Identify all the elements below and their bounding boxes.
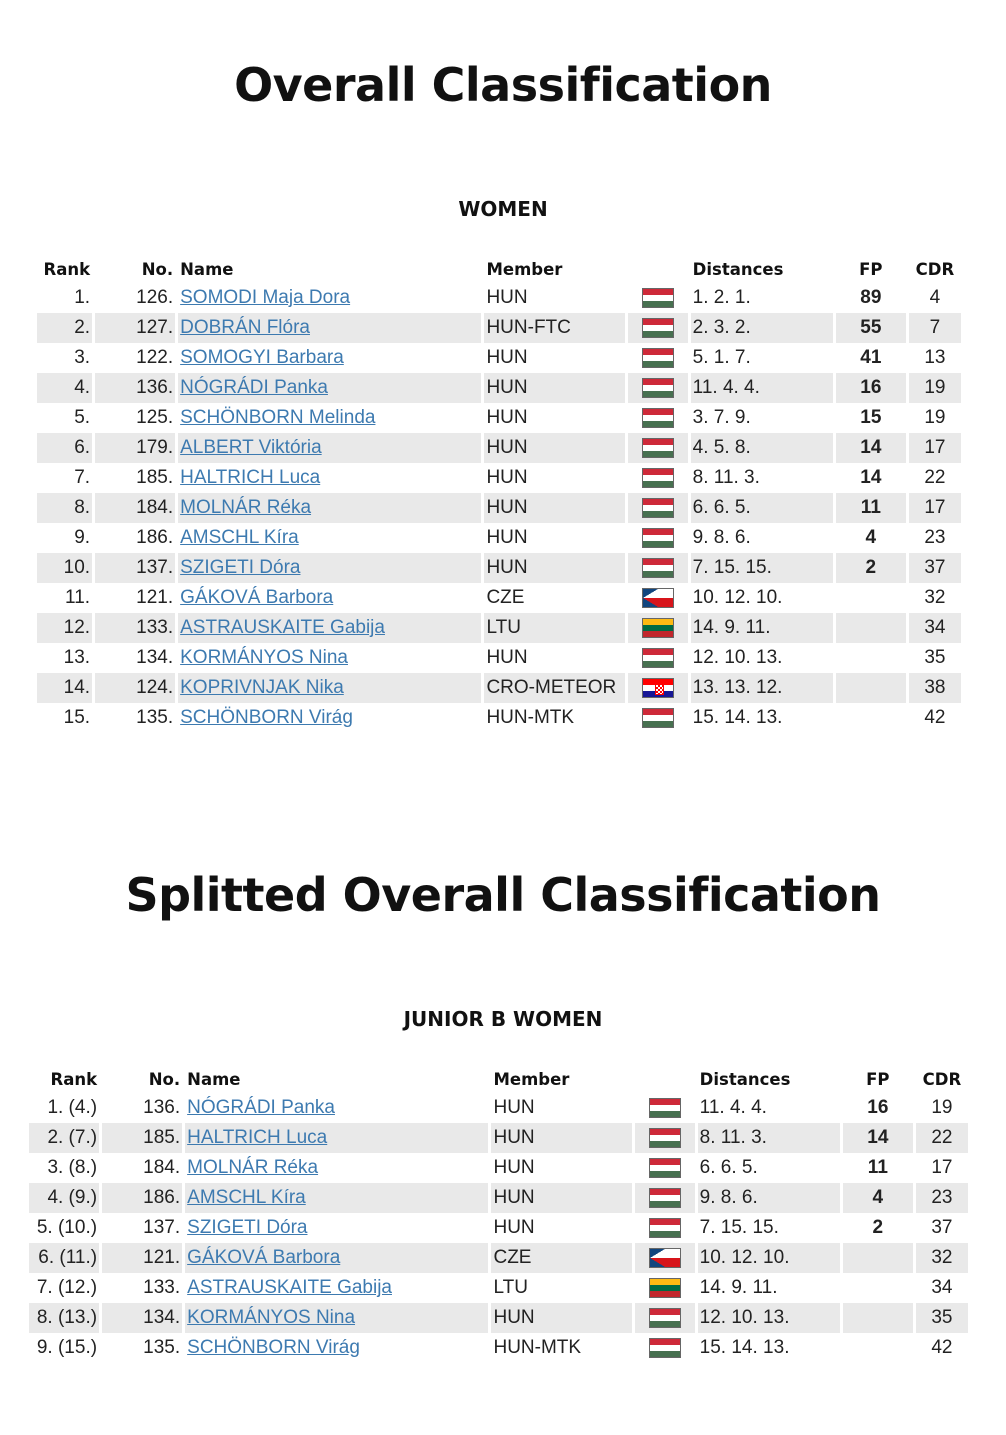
cdr-cell: 22 [916, 1123, 968, 1153]
fp-cell: 14 [843, 1123, 913, 1153]
name-cell [185, 1273, 488, 1303]
rank-cell: 15. [63, 707, 91, 728]
athlete-name-link[interactable]: KORMÁNYOS Nina [187, 1307, 356, 1328]
name-cell [178, 553, 481, 583]
table-row [29, 1183, 968, 1213]
name-cell [178, 523, 481, 553]
rank-cell: 9. [74, 527, 91, 548]
name-cell [178, 343, 481, 373]
flag-cell [635, 1123, 695, 1153]
name-cell [185, 1183, 488, 1213]
rank-cell: 6. (11.) [29, 1243, 99, 1273]
header-distances: Distances [692, 259, 784, 279]
header-rank: Rank [43, 259, 91, 279]
distances-cell: 15. 14. 13. [692, 707, 783, 728]
distances-cell: 8. 11. 3. [698, 1123, 840, 1153]
table-row [37, 673, 961, 703]
hun-flag-icon [642, 288, 674, 308]
hun-flag-icon [649, 1158, 681, 1178]
table-row [29, 1213, 968, 1243]
bib-number-cell: 135. [136, 707, 174, 728]
table-row [37, 433, 961, 463]
table-row [29, 1243, 968, 1273]
table-row [37, 313, 961, 343]
fp-cell [836, 613, 906, 643]
member-cell: HUN [493, 1097, 535, 1118]
bib-number-cell: 133. [143, 1277, 181, 1298]
table-row [29, 1093, 968, 1123]
fp-cell: 89 [860, 287, 882, 308]
rank-cell: 4. (9.) [29, 1183, 99, 1213]
header-name: Name [187, 1069, 241, 1089]
rank-cell: 10. [37, 553, 92, 583]
flag-cell [628, 523, 688, 553]
name-cell [178, 313, 481, 343]
flag-cell [635, 1153, 695, 1183]
rank-cell: 3. [74, 347, 91, 368]
rank-cell: 14. [37, 673, 92, 703]
hun-flag-icon [642, 708, 674, 728]
bib-number-cell: 121. [136, 587, 174, 608]
fp-cell [836, 703, 906, 733]
table-row [37, 703, 961, 733]
bib-number-cell: 135. [143, 1337, 181, 1358]
fp-cell [836, 583, 906, 613]
fp-cell: 14 [860, 467, 882, 488]
splitted-title: Splitted Overall Classification [125, 868, 881, 922]
rank-cell: 1. [74, 287, 91, 308]
name-cell [185, 1243, 488, 1273]
table-row [29, 1153, 968, 1183]
header-cdr: CDR [922, 1069, 962, 1089]
fp-cell: 4 [865, 527, 877, 548]
rank-cell: 5. (10.) [36, 1217, 98, 1238]
member-cell: HUN-FTC [484, 313, 624, 343]
athlete-name-link[interactable]: NÓGRÁDI Panka [180, 377, 328, 398]
name-cell [185, 1093, 488, 1123]
athlete-name-link[interactable]: HALTRICH Luca [180, 467, 321, 488]
athlete-name-link[interactable]: SOMODI Maja Dora [180, 287, 351, 308]
hun-flag-icon [642, 558, 674, 578]
distances-cell: 13. 13. 12. [691, 673, 833, 703]
flag-cell [628, 283, 688, 313]
fp-cell: 16 [836, 373, 906, 403]
hun-flag-icon [642, 648, 674, 668]
hun-flag-icon [642, 318, 674, 338]
member-cell: HUN-MTK [486, 707, 575, 728]
rank-cell: 8. (13.) [29, 1303, 99, 1333]
athlete-name-link[interactable]: DOBRÁN Flóra [180, 317, 310, 338]
fp-cell [836, 673, 906, 703]
cdr-cell: 7 [909, 313, 961, 343]
name-cell [185, 1123, 488, 1153]
hun-flag-icon [642, 408, 674, 428]
flag-cell [628, 613, 688, 643]
overall-table-body [37, 283, 961, 733]
cze-flag-icon [642, 588, 674, 608]
member-cell: HUN [486, 467, 528, 488]
hun-flag-icon [649, 1098, 681, 1118]
fp-cell: 11 [836, 493, 906, 523]
flag-cell [635, 1333, 695, 1363]
header-fp: FP [866, 1069, 890, 1089]
flag-cell [628, 433, 688, 463]
table-row [29, 1333, 968, 1363]
table-row [37, 373, 961, 403]
distances-cell: 12. 10. 13. [698, 1303, 840, 1333]
distances-cell: 10. 12. 10. [698, 1243, 840, 1273]
athlete-name-link[interactable]: ALBERT Viktória [180, 437, 322, 458]
flag-cell [635, 1303, 695, 1333]
rank-cell: 4. [37, 373, 92, 403]
name-cell [178, 403, 481, 433]
fp-cell: 4 [843, 1183, 913, 1213]
header-no: No. [148, 1069, 181, 1089]
rank-cell: 2. [37, 313, 92, 343]
cze-flag-icon [649, 1248, 681, 1268]
hun-flag-icon [649, 1338, 681, 1358]
name-cell [178, 433, 481, 463]
distances-cell: 8. 11. 3. [692, 467, 760, 488]
header-flag [628, 255, 688, 283]
hun-flag-icon [649, 1188, 681, 1208]
rank-cell: 13. [63, 647, 91, 668]
rank-cell: 9. (15.) [36, 1337, 98, 1358]
bib-number-cell: 134. [102, 1303, 182, 1333]
fp-cell: 16 [867, 1097, 889, 1118]
flag-cell [628, 673, 688, 703]
table-row [37, 283, 961, 313]
hun-flag-icon [642, 528, 674, 548]
member-cell: HUN [491, 1123, 631, 1153]
splitted-table-body [29, 1093, 968, 1363]
fp-cell: 55 [836, 313, 906, 343]
splitted-subtitle: JUNIOR B WOMEN [403, 1007, 603, 1031]
fp-cell: 11 [867, 1157, 888, 1178]
athlete-name-link[interactable]: GÁKOVÁ Barbora [180, 587, 334, 608]
rank-cell: 2. (7.) [29, 1123, 99, 1153]
athlete-name-link[interactable]: NÓGRÁDI Panka [187, 1097, 335, 1118]
distances-cell: 6. 6. 5. [691, 493, 833, 523]
name-cell [178, 643, 481, 673]
distances-cell: 11. 4. 4. [691, 373, 833, 403]
athlete-name-link[interactable]: GÁKOVÁ Barbora [187, 1247, 341, 1268]
flag-cell [635, 1093, 695, 1123]
distances-cell: 3. 7. 9. [692, 407, 751, 428]
athlete-name-link[interactable]: KORMÁNYOS Nina [180, 647, 348, 668]
name-cell [178, 673, 481, 703]
bib-number-cell: 136. [143, 1097, 181, 1118]
athlete-name-link[interactable]: KOPRIVNJAK Nika [180, 677, 344, 698]
ltu-flag-icon [642, 618, 674, 638]
flag-cell [628, 553, 688, 583]
distances-cell: 7. 15. 15. [691, 553, 833, 583]
bib-number-cell: 185. [102, 1123, 182, 1153]
header-no: No. [141, 259, 174, 279]
name-cell [185, 1333, 488, 1363]
bib-number-cell: 185. [136, 467, 174, 488]
member-cell: CZE [491, 1243, 631, 1273]
fp-cell [836, 643, 906, 673]
cdr-cell: 32 [916, 1243, 968, 1273]
member-cell: HUN [484, 493, 624, 523]
flag-cell [628, 313, 688, 343]
bib-number-cell: 136. [95, 373, 175, 403]
cdr-cell: 17 [909, 493, 961, 523]
table-row [37, 463, 961, 493]
bib-number-cell: 137. [143, 1217, 181, 1238]
cdr-cell: 34 [909, 613, 961, 643]
name-cell [178, 613, 481, 643]
header-flag [635, 1065, 695, 1093]
name-cell [178, 703, 481, 733]
bib-number-cell: 125. [136, 407, 174, 428]
overall-table [34, 255, 964, 733]
rank-cell: 7. (12.) [36, 1277, 98, 1298]
athlete-name-link[interactable]: ASTRAUSKAITE Gabija [187, 1277, 392, 1298]
member-cell: HUN [491, 1183, 631, 1213]
cdr-cell: 19 [931, 1097, 953, 1118]
cdr-cell: 22 [924, 467, 946, 488]
member-cell: LTU [493, 1277, 528, 1298]
splitted-header-row [29, 1065, 968, 1093]
member-cell: CZE [486, 587, 525, 608]
name-cell [185, 1153, 488, 1183]
cdr-cell: 32 [924, 587, 946, 608]
table-row [37, 493, 961, 523]
flag-cell [628, 403, 688, 433]
bib-number-cell: 121. [102, 1243, 182, 1273]
bib-number-cell: 134. [136, 647, 174, 668]
flag-cell [635, 1213, 695, 1243]
athlete-name-link[interactable]: SCHÖNBORN Melinda [180, 407, 376, 428]
distances-cell: 14. 9. 11. [691, 613, 833, 643]
header-distances: Distances [699, 1069, 791, 1089]
flag-cell [635, 1273, 695, 1303]
overall-title: Overall Classification [234, 58, 772, 112]
member-cell: HUN [484, 553, 624, 583]
bib-number-cell: 179. [95, 433, 175, 463]
athlete-name-link[interactable]: SOMOGYI Barbara [180, 347, 344, 368]
member-cell: HUN [484, 433, 624, 463]
bib-number-cell: 137. [95, 553, 175, 583]
bib-number-cell: 133. [95, 613, 175, 643]
table-row [37, 403, 961, 433]
name-cell [178, 283, 481, 313]
bib-number-cell: 186. [102, 1183, 182, 1213]
header-member: Member [493, 1069, 570, 1089]
table-row [37, 343, 961, 373]
athlete-name-link[interactable]: SZIGETI Dóra [180, 557, 301, 578]
athlete-name-link[interactable]: MOLNÁR Réka [180, 497, 312, 518]
flag-cell [628, 643, 688, 673]
rank-cell: 7. [74, 467, 91, 488]
hun-flag-icon [649, 1308, 681, 1328]
cdr-cell: 17 [931, 1157, 953, 1178]
rank-cell: 11. [65, 587, 91, 608]
name-cell [178, 373, 481, 403]
distances-cell: 9. 8. 6. [692, 527, 751, 548]
athlete-name-link[interactable]: SCHÖNBORN Virág [180, 707, 353, 728]
rank-cell: 12. [37, 613, 92, 643]
flag-cell [628, 373, 688, 403]
header-member: Member [486, 259, 563, 279]
bib-number-cell: 184. [95, 493, 175, 523]
rank-cell: 6. [37, 433, 92, 463]
member-cell: LTU [484, 613, 624, 643]
cdr-cell: 23 [924, 527, 946, 548]
fp-cell: 15 [860, 407, 882, 428]
table-row [29, 1273, 968, 1303]
athlete-name-link[interactable]: SCHÖNBORN Virág [187, 1337, 360, 1358]
table-row [29, 1123, 968, 1153]
member-cell: HUN [486, 287, 528, 308]
cdr-cell: 38 [909, 673, 961, 703]
bib-number-cell: 184. [143, 1157, 181, 1178]
distances-cell: 1. 2. 1. [692, 287, 751, 308]
header-cdr: CDR [915, 259, 955, 279]
distances-cell: 10. 12. 10. [692, 587, 783, 608]
name-cell [185, 1213, 488, 1243]
distances-cell: 9. 8. 6. [698, 1183, 840, 1213]
distances-cell: 6. 6. 5. [699, 1157, 758, 1178]
table-row [29, 1303, 968, 1333]
header-rank: Rank [50, 1069, 98, 1089]
cdr-cell: 19 [924, 407, 946, 428]
member-cell: HUN [486, 407, 528, 428]
member-cell: HUN [493, 1157, 535, 1178]
ltu-flag-icon [649, 1278, 681, 1298]
cdr-cell: 35 [924, 647, 946, 668]
distances-cell: 12. 10. 13. [692, 647, 783, 668]
cro-flag-icon [642, 678, 674, 698]
flag-cell [628, 343, 688, 373]
distances-cell: 14. 9. 11. [699, 1277, 778, 1298]
athlete-name-link[interactable]: ASTRAUSKAITE Gabija [180, 617, 385, 638]
rank-cell: 8. [37, 493, 92, 523]
rank-cell: 3. (8.) [47, 1157, 98, 1178]
distances-cell: 2. 3. 2. [691, 313, 833, 343]
fp-cell [843, 1273, 913, 1303]
cdr-cell: 42 [931, 1337, 953, 1358]
distances-cell: 15. 14. 13. [699, 1337, 790, 1358]
table-row [37, 613, 961, 643]
overall-subtitle: WOMEN [458, 197, 548, 221]
splitted-table [26, 1065, 971, 1363]
member-cell: CRO-METEOR [484, 673, 624, 703]
rank-cell: 5. [74, 407, 91, 428]
cdr-cell: 37 [909, 553, 961, 583]
name-cell [178, 493, 481, 523]
flag-cell [635, 1183, 695, 1213]
bib-number-cell: 126. [136, 287, 174, 308]
cdr-cell: 37 [931, 1217, 953, 1238]
overall-header-row [37, 255, 961, 283]
member-cell: HUN-MTK [493, 1337, 582, 1358]
name-cell [185, 1303, 488, 1333]
flag-cell [628, 493, 688, 523]
flag-cell [628, 703, 688, 733]
hun-flag-icon [642, 348, 674, 368]
bib-number-cell: 122. [136, 347, 174, 368]
hun-flag-icon [649, 1128, 681, 1148]
bib-number-cell: 186. [136, 527, 174, 548]
cdr-cell: 4 [929, 287, 941, 308]
table-row [37, 643, 961, 673]
athlete-name-link[interactable]: AMSCHL Kíra [180, 527, 299, 548]
bib-number-cell: 127. [95, 313, 175, 343]
distances-cell: 11. 4. 4. [699, 1097, 767, 1118]
hun-flag-icon [642, 468, 674, 488]
member-cell: HUN [484, 373, 624, 403]
rank-cell: 1. (4.) [47, 1097, 98, 1118]
name-cell [178, 583, 481, 613]
hun-flag-icon [642, 438, 674, 458]
table-row [37, 583, 961, 613]
athlete-name-link[interactable]: SZIGETI Dóra [187, 1217, 308, 1238]
table-row [37, 553, 961, 583]
cdr-cell: 35 [916, 1303, 968, 1333]
cdr-cell: 42 [924, 707, 946, 728]
name-cell [178, 463, 481, 493]
flag-cell [628, 583, 688, 613]
fp-cell: 2 [872, 1217, 884, 1238]
fp-cell: 14 [836, 433, 906, 463]
fp-cell: 41 [860, 347, 882, 368]
hun-flag-icon [642, 498, 674, 518]
cdr-cell: 19 [909, 373, 961, 403]
cdr-cell: 34 [931, 1277, 953, 1298]
header-name: Name [180, 259, 234, 279]
distances-cell: 5. 1. 7. [692, 347, 751, 368]
hun-flag-icon [649, 1218, 681, 1238]
cdr-cell: 17 [909, 433, 961, 463]
flag-cell [628, 463, 688, 493]
member-cell: HUN [486, 527, 528, 548]
athlete-name-link[interactable]: AMSCHL Kíra [187, 1187, 306, 1208]
athlete-name-link[interactable]: MOLNÁR Réka [187, 1157, 319, 1178]
member-cell: HUN [493, 1217, 535, 1238]
fp-cell: 2 [836, 553, 906, 583]
hun-flag-icon [642, 378, 674, 398]
distances-cell: 4. 5. 8. [691, 433, 833, 463]
header-fp: FP [859, 259, 883, 279]
cdr-cell: 13 [924, 347, 946, 368]
member-cell: HUN [491, 1303, 631, 1333]
bib-number-cell: 124. [95, 673, 175, 703]
distances-cell: 7. 15. 15. [699, 1217, 779, 1238]
fp-cell [843, 1243, 913, 1273]
cdr-cell: 23 [916, 1183, 968, 1213]
member-cell: HUN [486, 647, 528, 668]
athlete-name-link[interactable]: HALTRICH Luca [187, 1127, 328, 1148]
fp-cell [843, 1303, 913, 1333]
fp-cell [843, 1333, 913, 1363]
member-cell: HUN [486, 347, 528, 368]
flag-cell [635, 1243, 695, 1273]
table-row [37, 523, 961, 553]
